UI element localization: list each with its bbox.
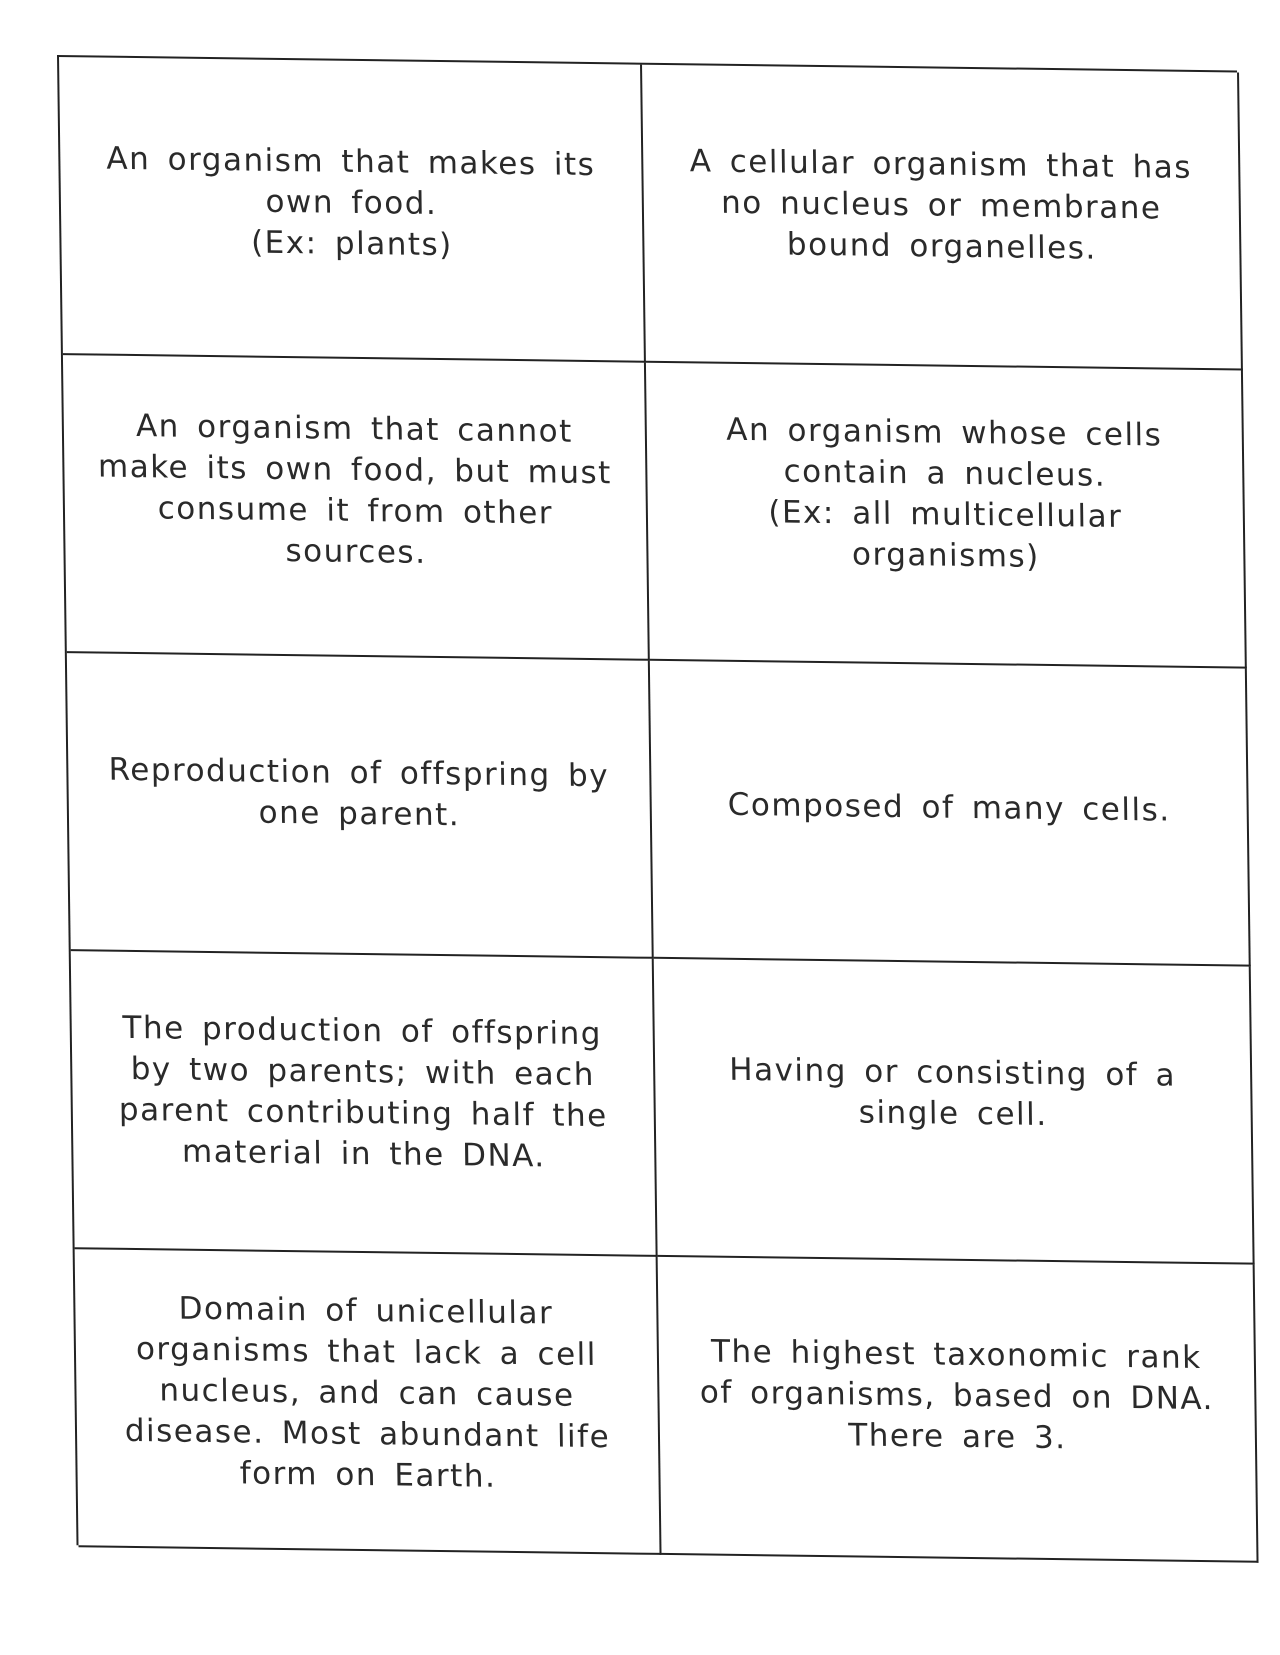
card-text: Reproduction of offspring by one parent. [108,751,610,834]
card-bacteria-definition [75,1249,662,1555]
card-domain-definition [658,1257,1259,1563]
card-multicellular-definition [650,661,1251,967]
card-unicellular-definition [654,959,1255,1265]
card-text: A cellular organism that has no nucleus or membrane bound organelles. [689,142,1193,267]
card-sexual-reproduction-definition [71,951,658,1257]
card-heterotroph-definition [63,355,650,661]
flashcard-sheet [57,55,1257,1561]
card-prokaryote-definition [642,65,1243,371]
card-text: The production of offspring by two parents; with each parent contributing half the material in the DNA. [118,1009,608,1175]
card-grid [57,55,1257,1561]
card-text: An organism that cannot make its own food, but must consume it from other sources. [97,408,613,571]
card-eukaryote-definition [646,363,1247,669]
card-autotroph-definition [59,57,646,363]
card-text: An organism that makes its own food. (Ex: plants) [106,140,596,263]
card-text: Composed of many cells. [727,786,1171,829]
card-text: Having or consisting of a single cell. [729,1051,1177,1133]
card-text: Domain of unicellular organisms that lack a cell nucleus, and can cause disease. Most abundant life form on Earth. [124,1290,611,1495]
card-text: The highest taxonomic rank of organisms, based on DNA. There are 3. [699,1333,1215,1456]
card-asexual-reproduction-definition [67,653,654,959]
card-text: An organism whose cells contain a nucleus. (Ex: all multicellular organisms) [726,411,1163,575]
